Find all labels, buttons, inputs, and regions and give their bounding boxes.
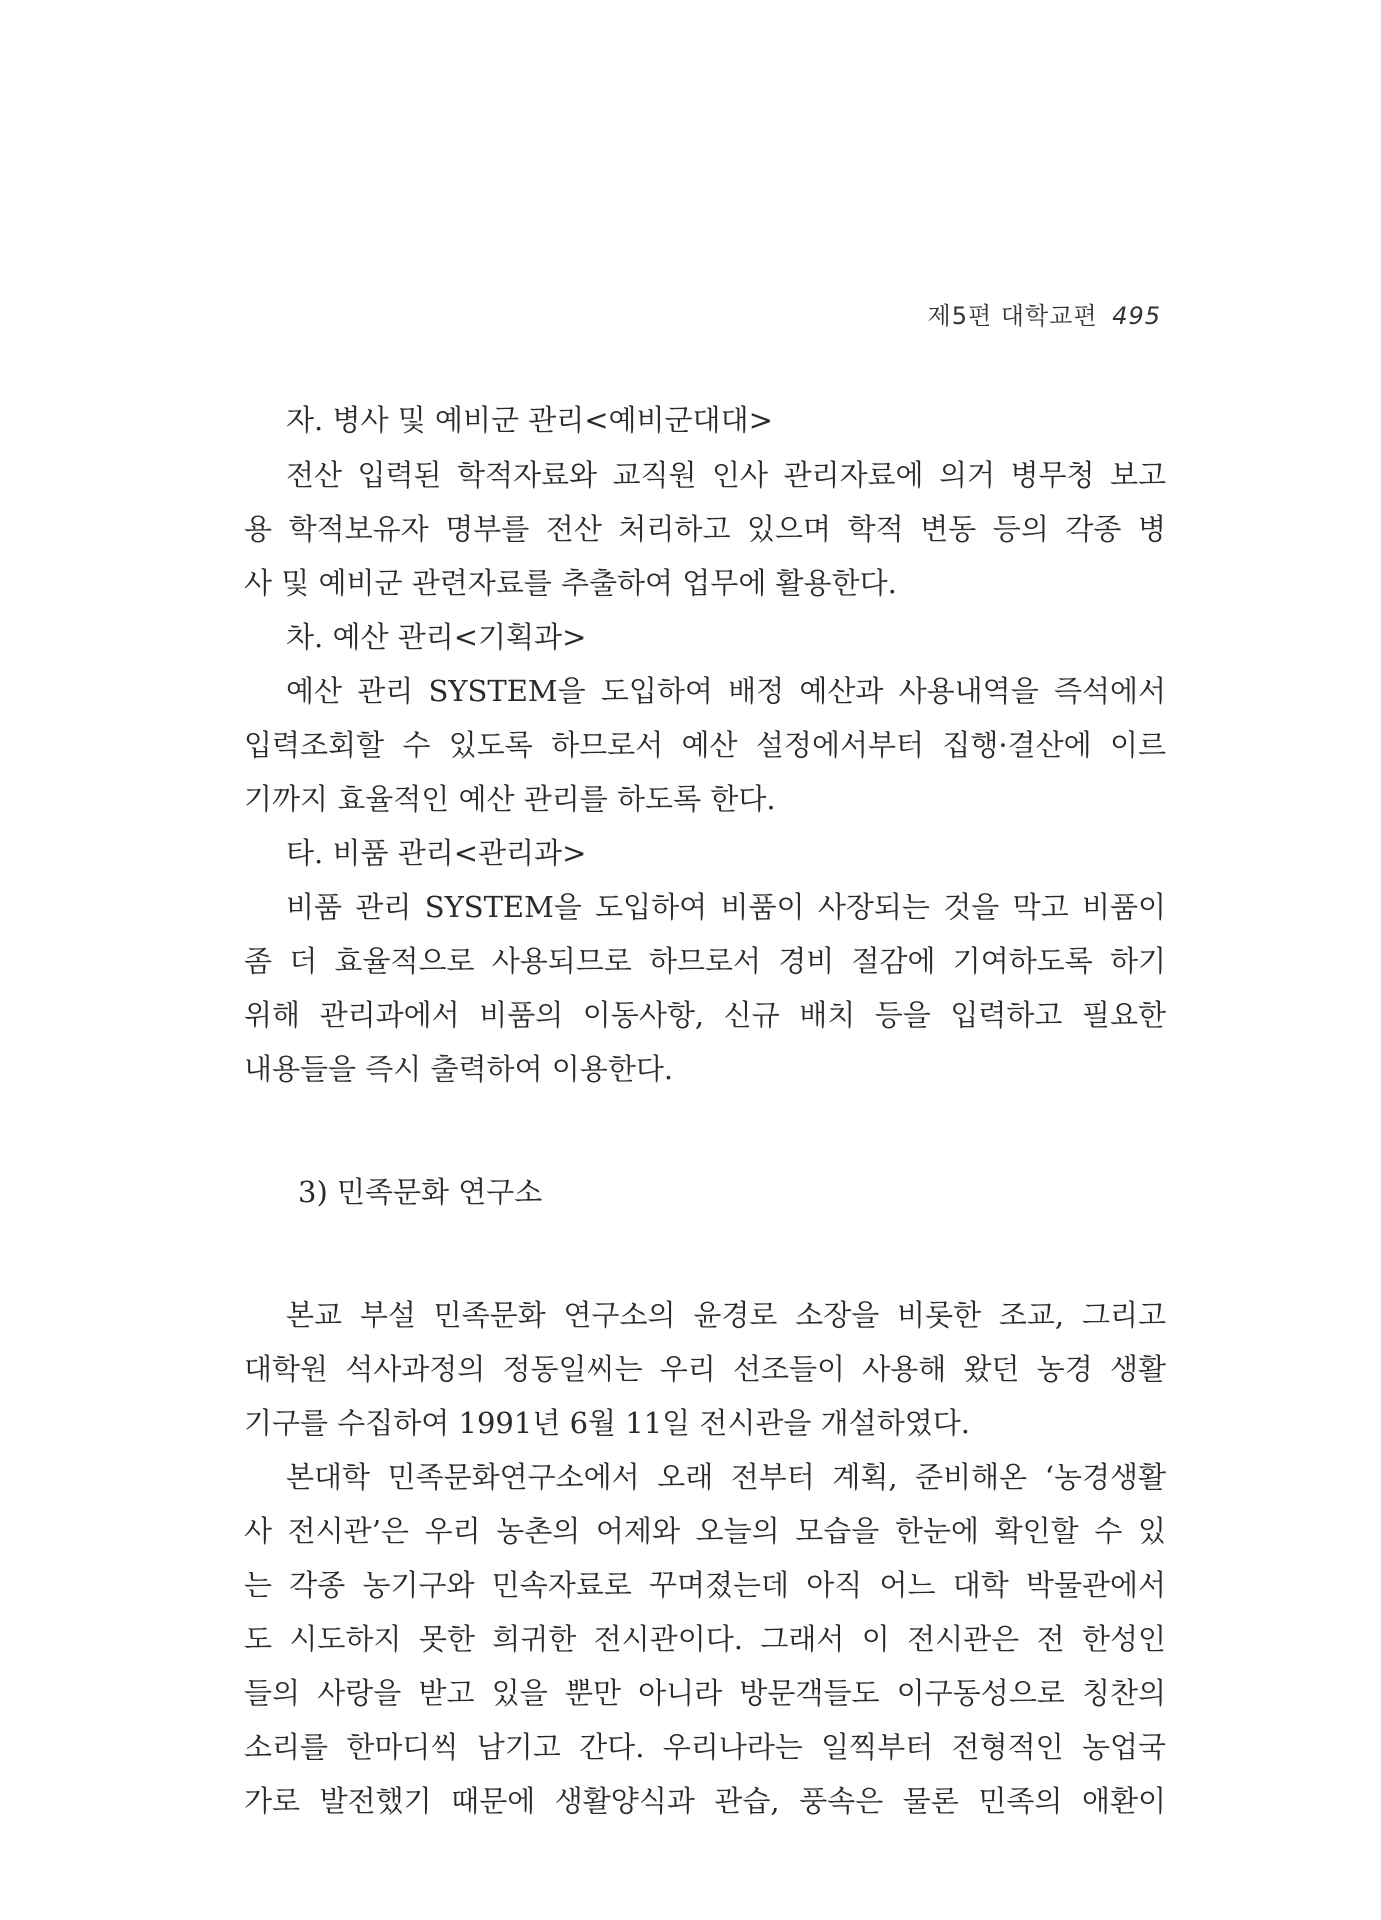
body-line: 들의 사랑을 받고 있을 뿐만 아니라 방문객들도 이구동성으로 칭찬의: [244, 1676, 1166, 1710]
body-line: 전산 입력된 학적자료와 교직원 인사 관리자료에 의거 병무청 보고: [286, 458, 1166, 492]
page-number: 495: [1112, 302, 1161, 330]
body-line: 기구를 수집하여 1991년 6월 11일 전시관을 개설하였다.: [244, 1406, 970, 1440]
body-line: 도 시도하지 못한 희귀한 전시관이다. 그래서 이 전시관은 전 한성인: [244, 1622, 1166, 1656]
body-line: 본대학 민족문화연구소에서 오래 전부터 계획, 준비해온 ‘농경생활: [286, 1460, 1166, 1494]
body-line: 사 전시관’은 우리 농촌의 어제와 오늘의 모습을 한눈에 확인할 수 있: [244, 1514, 1166, 1548]
body-line: 소리를 한마디씩 남기고 간다. 우리나라는 일찍부터 전형적인 농업국: [244, 1730, 1166, 1764]
body-line: 입력조회할 수 있도록 하므로서 예산 설정에서부터 집행·결산에 이르: [244, 728, 1166, 762]
body-line: 위해 관리과에서 비품의 이동사항, 신규 배치 등을 입력하고 필요한: [244, 998, 1166, 1032]
section-heading: 3) 민족문화 연구소: [298, 1175, 543, 1209]
body-line: 비품 관리 SYSTEM을 도입하여 비품이 사장되는 것을 막고 비품이: [286, 890, 1166, 924]
body-line: 예산 관리 SYSTEM을 도입하여 배정 예산과 사용내역을 즉석에서: [286, 674, 1166, 708]
body-line: 기까지 효율적인 예산 관리를 하도록 한다.: [244, 782, 776, 816]
part-label: 제5편 대학교편: [927, 302, 1098, 330]
subsection-heading-cha: 차. 예산 관리<기획과>: [286, 620, 587, 654]
body-line: 사 및 예비군 관련자료를 추출하여 업무에 활용한다.: [244, 566, 897, 600]
body-line: 내용들을 즉시 출력하여 이용한다.: [244, 1052, 674, 1086]
body-line: 좀 더 효율적으로 사용되므로 하므로서 경비 절감에 기여하도록 하기: [244, 944, 1166, 978]
body-line: 용 학적보유자 명부를 전산 처리하고 있으며 학적 변동 등의 각종 병: [244, 512, 1166, 546]
body-line: 본교 부설 민족문화 연구소의 윤경로 소장을 비롯한 조교, 그리고: [286, 1298, 1166, 1332]
running-header: [928, 296, 1161, 331]
body-line: 대학원 석사과정의 정동일씨는 우리 선조들이 사용해 왔던 농경 생활: [244, 1352, 1166, 1386]
body-line: 가로 발전했기 때문에 생활양식과 관습, 풍속은 물론 민족의 애환이: [244, 1784, 1166, 1818]
subsection-heading-ta: 타. 비품 관리<관리과>: [286, 836, 587, 870]
body-line: 는 각종 농기구와 민속자료로 꾸며졌는데 아직 어느 대학 박물관에서: [244, 1568, 1166, 1602]
subsection-heading-ja: 자. 병사 및 예비군 관리<예비군대대>: [286, 403, 773, 437]
